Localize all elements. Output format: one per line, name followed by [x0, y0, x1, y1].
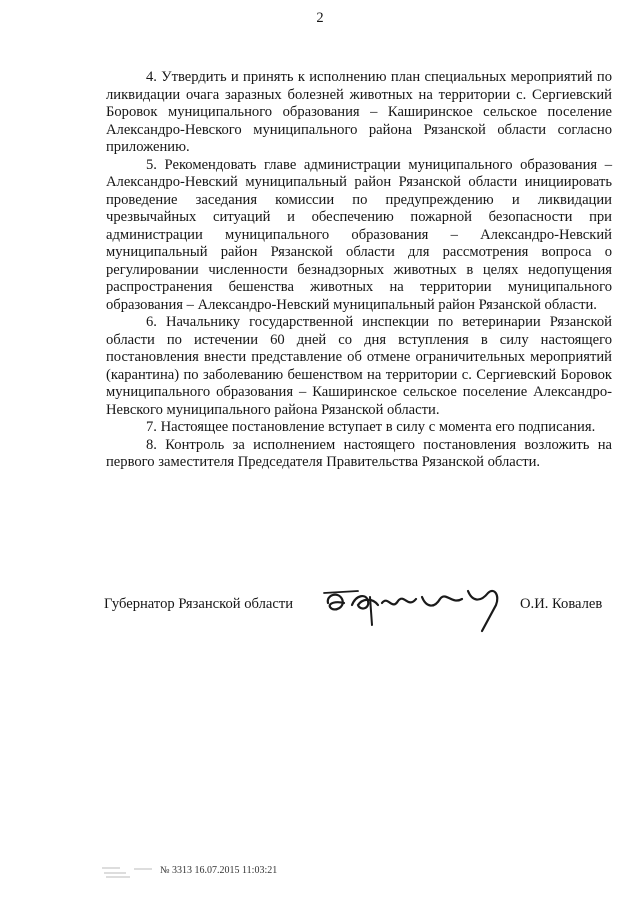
paragraph-item-8: 8. Контроль за исполнением настоящего постановления возложить на первого заместителя Председателя Правительства Рязанской области.: [106, 436, 612, 470]
signer-position: Губернатор Рязанской области: [104, 596, 294, 612]
paragraph-item-7: 7. Настоящее постановление вступает в силу с момента его подписания.: [146, 419, 596, 435]
document-body: [106, 69, 612, 472]
faint-stamp-mark: [100, 864, 156, 880]
registration-stamp: [100, 864, 360, 882]
paragraph-item-6: 6. Начальнику государственной инспекции по ветеринарии Рязанской области по истечении 60 дней со дня вступления в силу настоящего постановления внести представление об отмене ограничительных мероприятий (карантина) по заболеванию бешенством на территории с. Сергиевский Боровок муниципального образования – Каширинское сельское поселение Александро-Невского муниципального района Рязанской области.: [106, 314, 612, 418]
page-number: 2: [316, 10, 324, 26]
stamp-text: № 3313 16.07.2015 11:03:21: [160, 865, 278, 876]
paragraph-item-4: 4. Утвердить и принять к исполнению план специальных мероприятий по ликвидации очага заразных болезней животных на территории с. Сергиевский Боровок муниципального образования – Каширинское сельское поселение Александро-Невского муниципального района Рязанской области согласно приложению.: [106, 69, 612, 155]
signature-block: [0, 585, 640, 645]
paragraph-item-5: 5. Рекомендовать главе администрации муниципального образования – Александро-Невский муниципальный район Рязанской области инициировать проведение заседания комиссии по предупреждению и ликвидации чрезвычайных ситуаций и обеспечению пожарной безопасности при администрации муниципального образования – Александро-Невский муниципальный район Рязанской области для рассмотрения вопроса о регулировании численности безнадзорных животных в целях недопущения распространения бешенства животных на территории муниципального образования – Александро-Невский муниципальный район Рязанской области.: [106, 156, 612, 313]
signer-name: О.И. Ковалев: [520, 596, 603, 612]
handwritten-signature: [322, 585, 512, 635]
